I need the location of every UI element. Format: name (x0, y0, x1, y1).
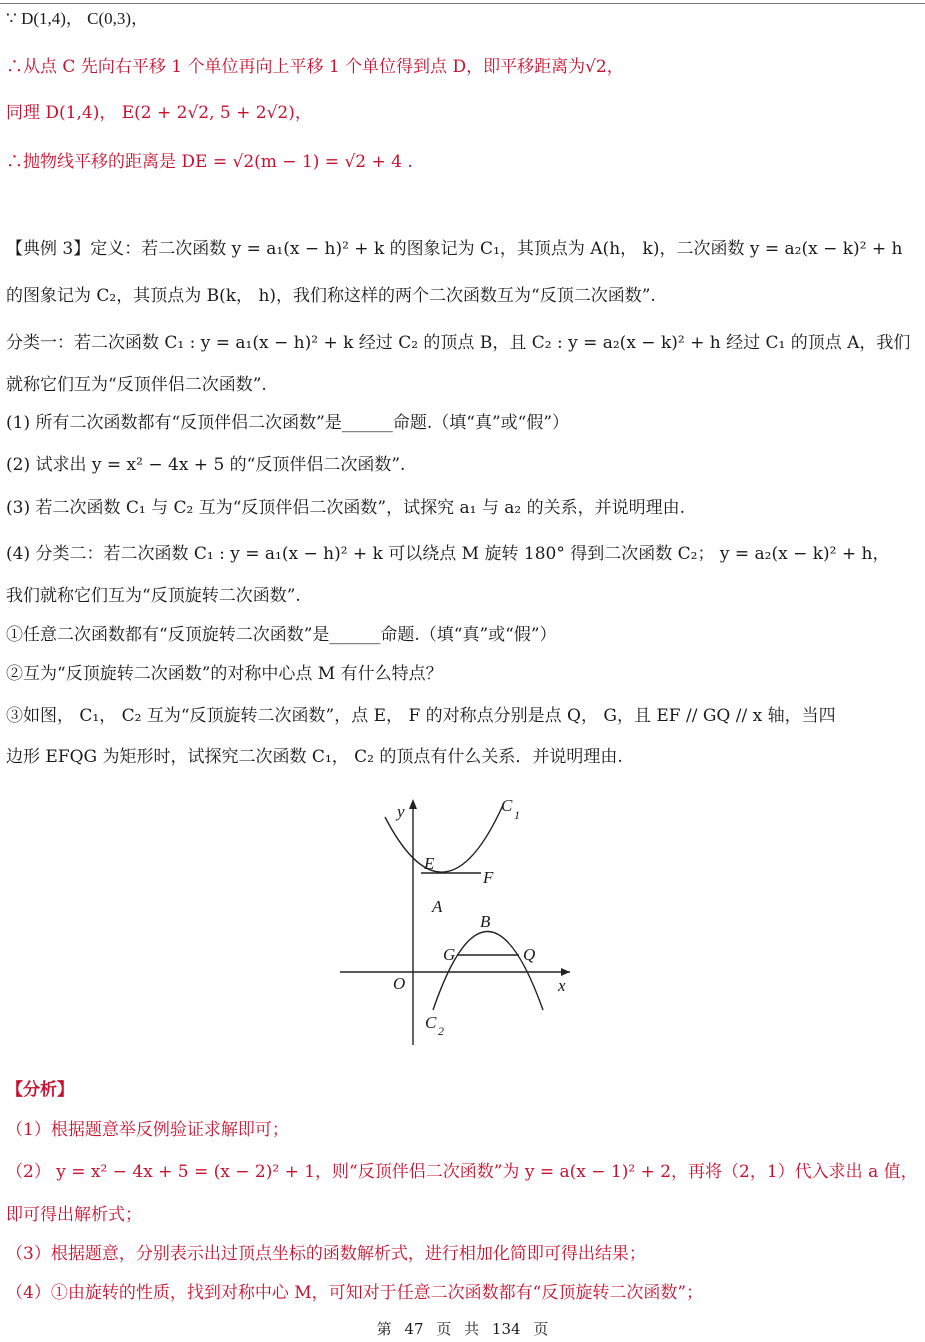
curve-c2 (433, 932, 543, 1011)
analysis-heading: 【分析】 (6, 1080, 74, 1100)
footer-di: 第 (376, 1320, 392, 1338)
analysis-2: （2） y = x² − 4x + 5 = (x − 2)² + 1，则“反顶伴侣二次函数”为 y = a(x − 1)² + 2，再将（2，1）代入求出 a 值， (6, 1162, 918, 1182)
label-c2-sub: 2 (438, 1024, 444, 1038)
question-4-2: ②互为“反顶旋转二次函数”的对称中心点 M 有什么特点？ (6, 664, 443, 684)
footer-ye-2: 页 (533, 1320, 549, 1338)
analysis-2-cont: 即可得出解析式； (6, 1205, 142, 1225)
footer-ye: 页 (436, 1320, 452, 1338)
example-line-2: 的图象记为 C₂，其顶点为 B(k， h)，我们称这样的两个二次函数互为“反顶二次函数”. (6, 286, 656, 306)
label-o: O (393, 974, 406, 993)
label-c2: C (425, 1013, 437, 1032)
question-4-1: ①任意二次函数都有“反顶旋转二次函数”是______命题.（填“真”或“假”） (6, 625, 557, 645)
solution-line-4: ∴抛物线平移的距离是 DE = √2(m − 1) = √2 + 4 . (6, 152, 413, 172)
analysis-1: （1）根据题意举反例验证求解即可； (6, 1120, 289, 1140)
page-footer (0, 1318, 925, 1339)
example-line-1: 【典例 3】定义：若二次函数 y = a₁(x − h)² + k 的图象记为 C₁，其顶点为 A(h， k)，二次函数 y = a₂(x − k)² + h (6, 239, 903, 259)
example-line-3: 分类一：若二次函数 C₁ : y = a₁(x − h)² + k 经过 C₂ 的顶点 B，且 C₂ : y = a₂(x − k)² + h 经过 C₁ 的顶点 A，我们 (6, 333, 911, 353)
top-rule (0, 3, 925, 4)
analysis-4: （4）①由旋转的性质，找到对称中心 M，可知对于任意二次函数都有“反顶旋转二次函数”； (6, 1283, 704, 1303)
label-y: y (397, 802, 405, 821)
question-2: (2) 试求出 y = x² − 4x + 5 的“反顶伴侣二次函数”. (6, 455, 406, 475)
footer-total-pages: 134 (491, 1320, 521, 1338)
parabola-figure (335, 795, 580, 1045)
label-x: x (558, 976, 566, 995)
x-arrow-icon (561, 968, 570, 976)
label-f: F (483, 868, 494, 887)
label-a: A (432, 897, 443, 916)
question-3: (3) 若二次函数 C₁ 与 C₂ 互为“反顶伴侣二次函数”，试探究 a₁ 与 a₂ 的关系，并说明理由. (6, 498, 686, 518)
analysis-3: （3）根据题意，分别表示出过顶点坐标的函数解析式，进行相加化简即可得出结果； (6, 1244, 646, 1264)
question-1: (1) 所有二次函数都有“反顶伴侣二次函数”是______命题.（填“真”或“假”） (6, 413, 570, 433)
example-line-4: 就称它们互为“反顶伴侣二次函数”. (6, 375, 267, 395)
label-c1: C (501, 796, 513, 815)
question-4: (4) 分类二：若二次函数 C₁ : y = a₁(x − h)² + k 可以绕点 M 旋转 180° 得到二次函数 C₂； y = a₂(x − k)² + h， (6, 544, 890, 564)
question-4-3-cont: 边形 EFQG 为矩形时，试探究二次函数 C₁， C₂ 的顶点有什么关系．并说明理由. (6, 747, 623, 767)
label-g: G (443, 945, 456, 964)
footer-gong: 共 (464, 1320, 480, 1338)
label-e: E (424, 854, 435, 873)
question-4-3: ③如图， C₁， C₂ 互为“反顶旋转二次函数”，点 E， F 的对称点分别是点 Q， G，且 EF // GQ // x 轴，当四 (6, 706, 836, 726)
label-b: B (480, 912, 491, 931)
question-4-cont: 我们就称它们互为“反顶旋转二次函数”. (6, 586, 301, 606)
y-arrow-icon (409, 799, 417, 809)
solution-line-1: ∵ D(1,4)， C(0,3)， (6, 9, 149, 28)
label-c1-sub: 1 (514, 808, 520, 822)
label-q: Q (523, 945, 536, 964)
footer-page-number: 47 (404, 1320, 424, 1338)
solution-line-3: 同理 D(1,4)， E(2 + 2√2, 5 + 2√2)， (6, 103, 312, 123)
solution-line-2: ∴从点 C 先向右平移 1 个单位再向上平移 1 个单位得到点 D，即平移距离为√2， (6, 57, 624, 77)
